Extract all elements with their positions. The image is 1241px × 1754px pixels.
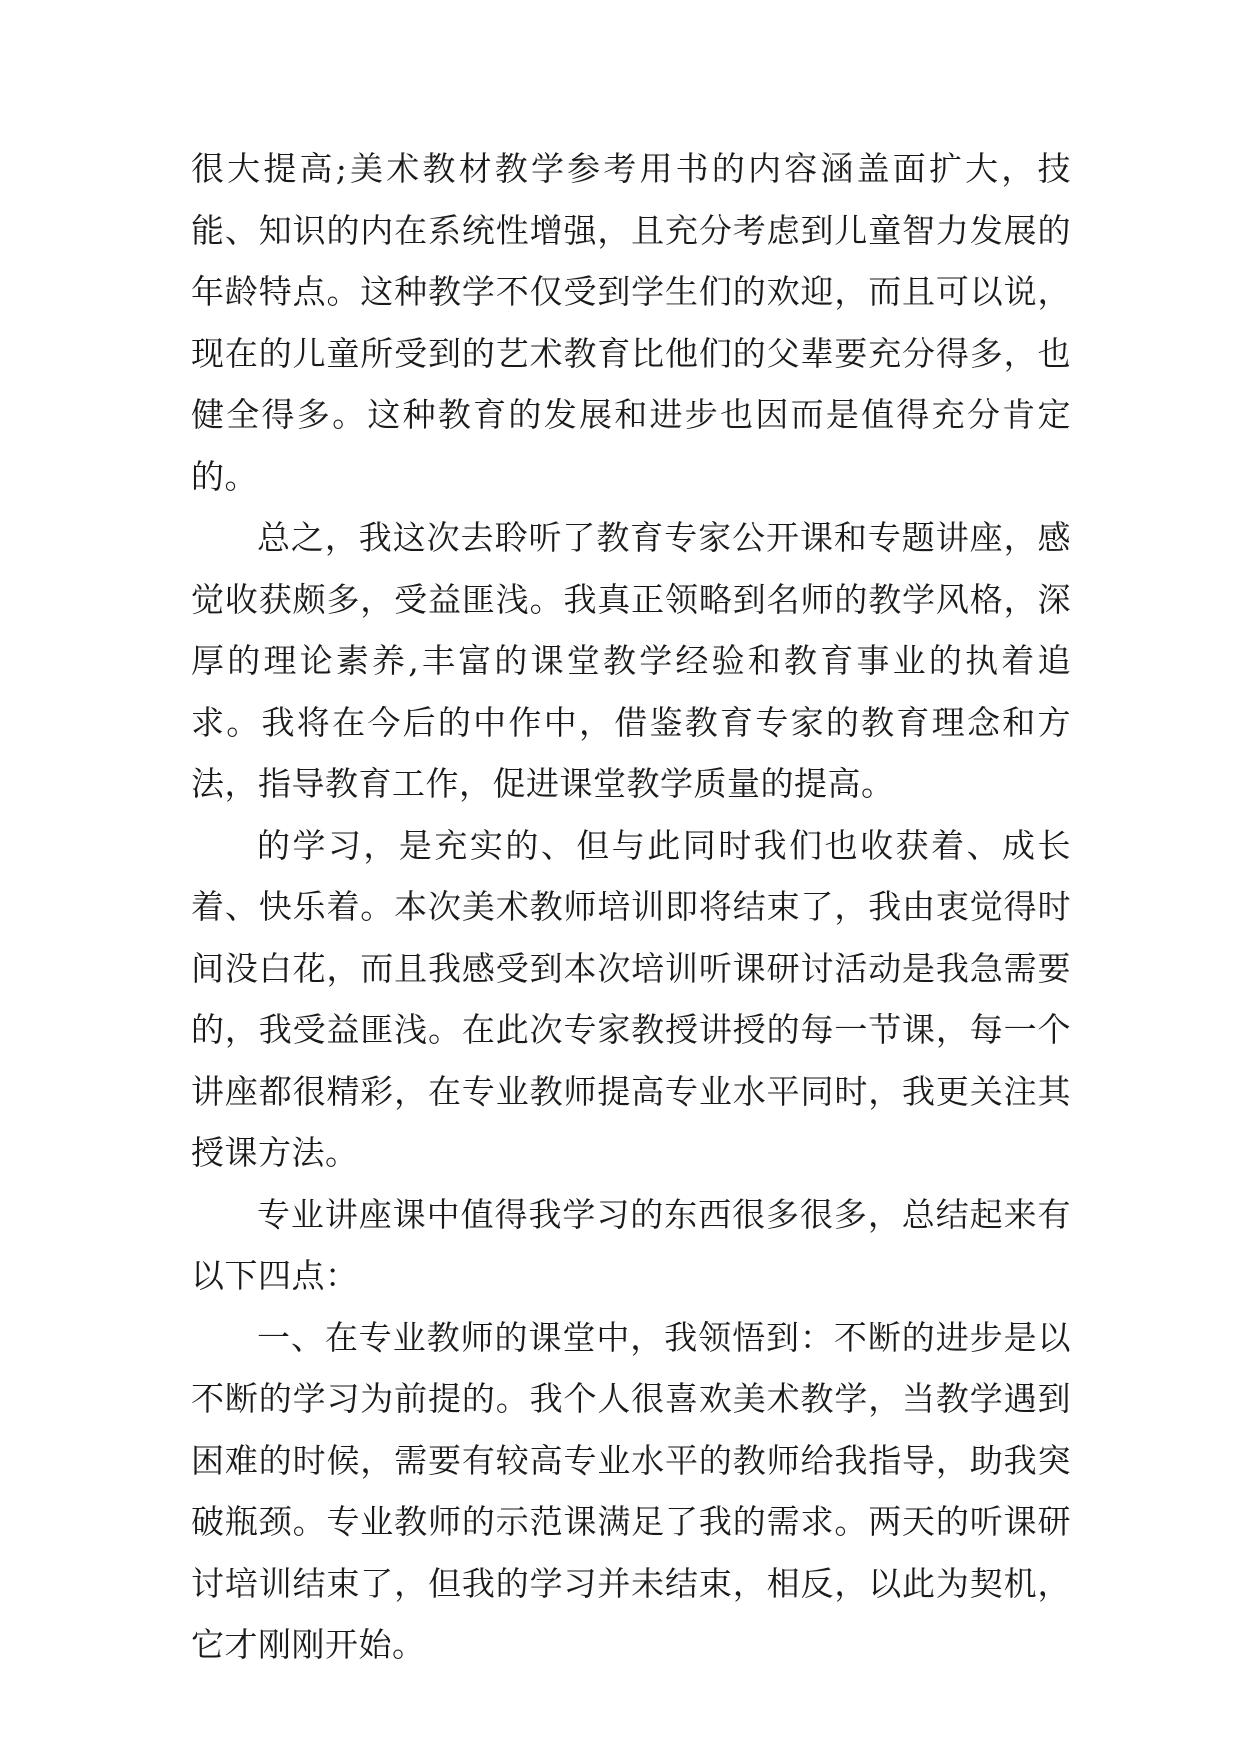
- paragraph-training: 的学习，是充实的、但与此同时我们也收获着、成长着、快乐着。本次美术教师培训即将结束了，我由衷觉得时间没白花，而且我感受到本次培训听课研讨活动是我急需要的，我受益匪浅。在此次专家教授讲授的每一节课，每一个讲座都很精彩，在专业教师提高专业水平同时，我更关注其授课方法。: [191, 825, 1071, 1172]
- paragraph-four-points: 专业讲座课中值得我学习的东西很多很多，总结起来有以下四点：: [191, 1194, 1071, 1295]
- body-text: [191, 138, 1071, 1676]
- paragraph-continued: 很大提高;美术教材教学参考用书的内容涵盖面扩大，技能、知识的内在系统性增强，且充分考虑到儿童智力发展的年龄特点。这种教学不仅受到学生们的欢迎，而且可以说，现在的儿童所受到的艺术教育比他们的父辈要充分得多，也健全得多。这种教育的发展和进步也因而是值得充分肯定的。: [191, 149, 1071, 496]
- paragraph-summary: 总之，我这次去聆听了教育专家公开课和专题讲座，感觉收获颇多，受益匪浅。我真正领略到名师的教学风格，深厚的理论素养,丰富的课堂教学经验和教育事业的执着追求。我将在今后的中作中，借鉴教育专家的教育理念和方法，指导教育工作，促进课堂教学质量的提高。: [191, 518, 1071, 803]
- paragraph-point-one: 一、在专业教师的课堂中，我领悟到：不断的进步是以不断的学习为前提的。我个人很喜欢美术教学，当教学遇到困难的时候，需要有较高专业水平的教师给我指导，助我突破瓶颈。专业教师的示范课满足了我的需求。两天的听课研讨培训结束了，但我的学习并未结束，相反，以此为契机，它才刚刚开始。: [191, 1317, 1071, 1664]
